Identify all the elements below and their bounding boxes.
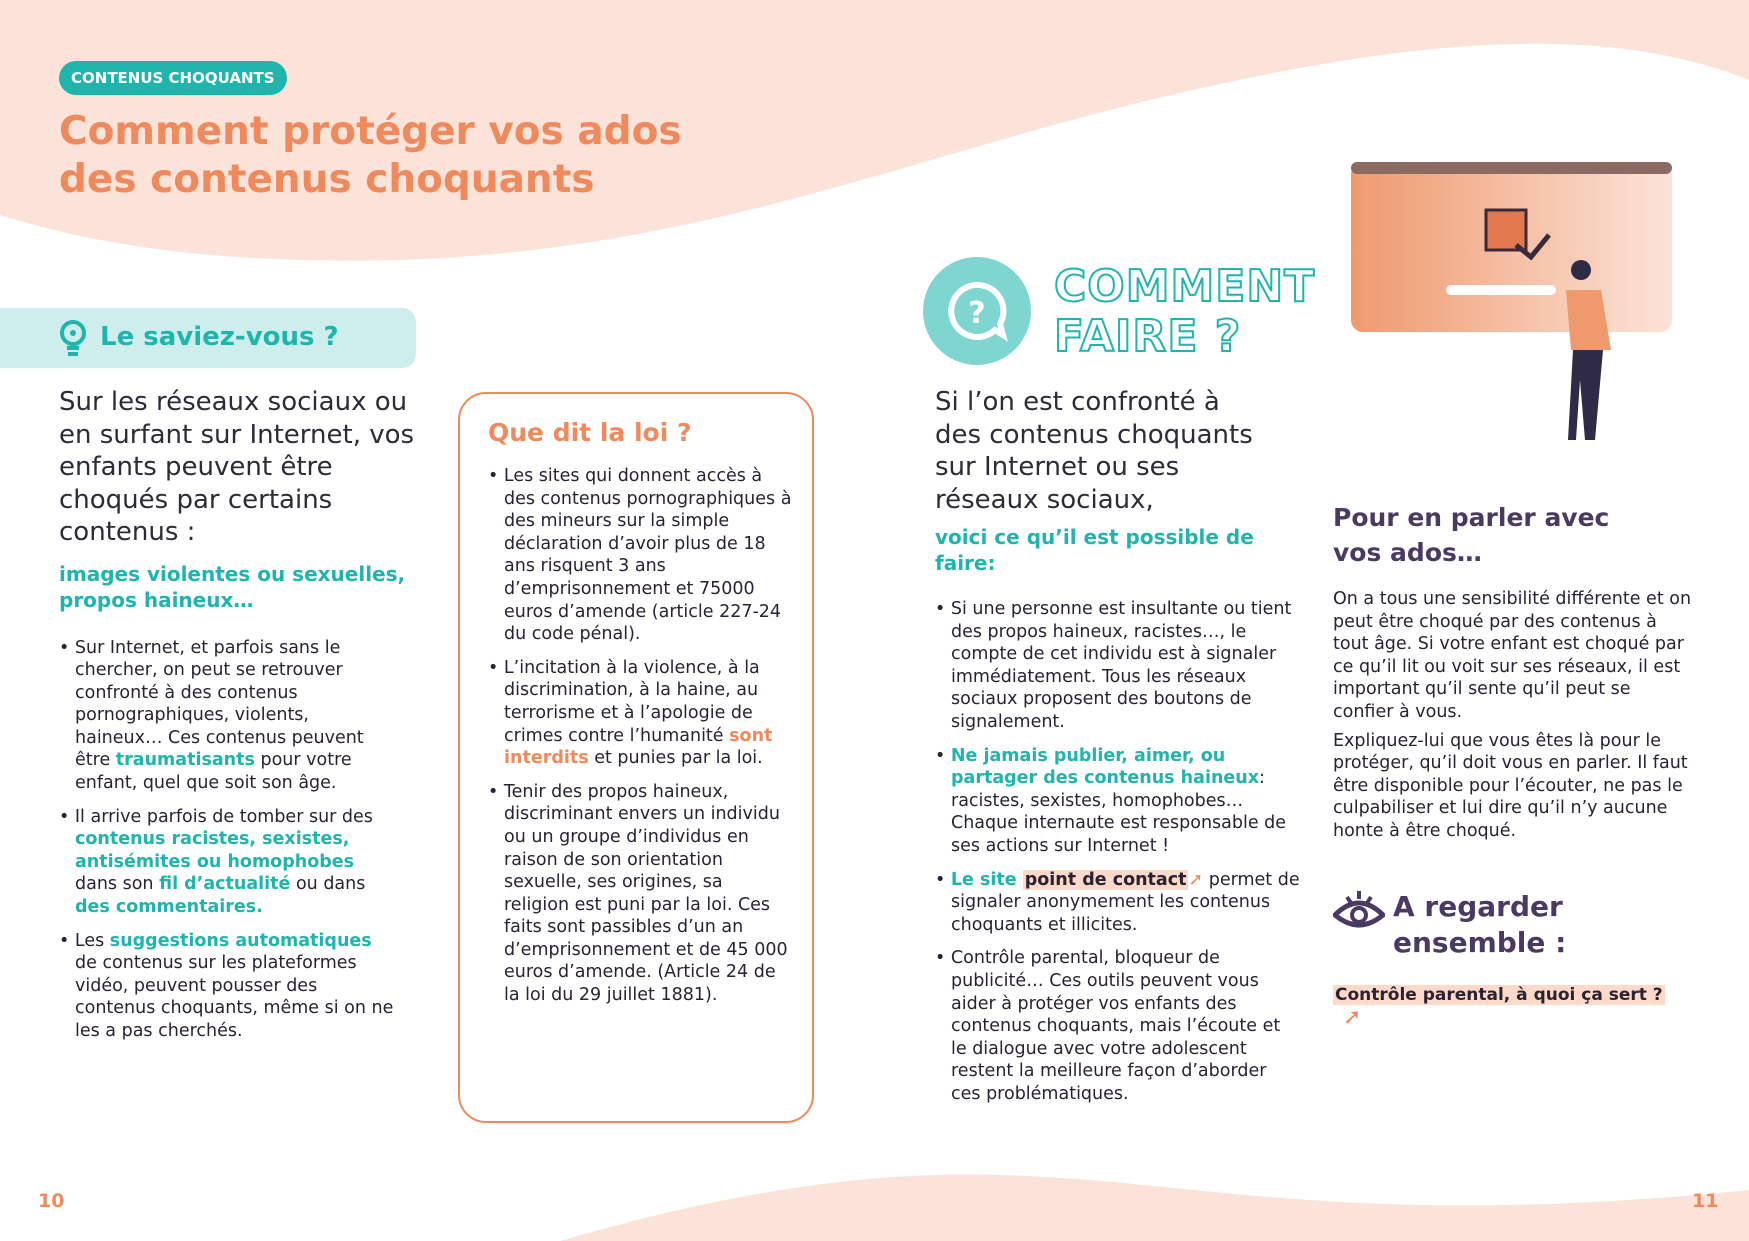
saviez-list: [59, 637, 399, 1043]
saviez-column: Sur les réseaux sociaux ou en surfant sur Internet, vos enfants peuvent être choqués par certains contenus : images violentes ou sexuelles, propos haineux… • Sur Internet, et parfois sans le chercher, on peut se retrouver confronté à des contenus pornographiques, violents, haineux… Ces contenus peuvent être traumatisants pour votre enfant, quel que soit son âge. • Il arrive parfois de tomber sur des contenus racistes, sexistes, antisémites ou homophobes dans son fil d’actualité ou dans des commentaires. • Les suggestions automatiques de contenus sur les plateformes vidéo, peuvent pousser des contenus choquants, même si on ne les a pas cherchés.: [59, 386, 419, 1054]
page-title: Comment protéger vos ados des contenus choquants: [59, 109, 682, 202]
list-item: • Ne jamais publier, aimer, ou partager des contenus haineux: racistes, sexistes, homophobes… Chaque internaute est responsable de ses actions sur Internet !: [935, 745, 1300, 858]
point-de-contact-link[interactable]: point de contact: [1024, 869, 1187, 890]
svg-text:?: ?: [968, 296, 986, 331]
law-box: [458, 392, 814, 1123]
illustration-person-login: [1351, 160, 1676, 450]
category-badge: CONTENUS CHOQUANTS: [59, 61, 287, 95]
list-item: • L’incitation à la violence, à la discrimination, à la haine, au terrorisme et à l’apologie de crimes contre l’humanité sont interdits et punies par la loi.: [488, 657, 792, 770]
question-bubble-icon: [923, 257, 1031, 365]
page-number-right: 11: [1692, 1190, 1719, 1212]
parler-column: Pour en parler avec vos ados… On a tous une sensibilité différente et on peut être choqué par des contenus à tout âge. Si votre enfant est choqué par ce qu’il lit ou voit sur ses réseaux, il est important qu’il sente qu’il peut se confier à vous. Expliquez-lui que vous êtes là pour le protéger, qu’il doit vous en parler. Il faut être disponible pour l’écouter, ne pas le culpabiliser et lui dire qu’il n’y aucune honte à être choqué. A regarder ensemble : Contrôle parental, à quoi ça sert ? ➚: [1333, 503, 1692, 1030]
page-number-left: 10: [38, 1190, 65, 1212]
saviez-vous-header: Le saviez-vous ?: [0, 308, 416, 368]
cursor-click-icon: ➚: [1188, 869, 1204, 890]
controle-parental-link[interactable]: Contrôle parental, à quoi ça sert ?: [1335, 984, 1663, 1005]
comment-column: Si l’on est confronté à des contenus choquants sur Internet ou ses réseaux sociaux, voici ce qu’il est possible de faire: • Si une personne est insultante ou tient des propos haineux, racistes…, le compte de cet individu est à signaler immédiatement. Tous les réseaux sociaux proposent des boutons de signalement. • Ne jamais publier, aimer, ou partager des contenus haineux: racistes, sexistes, homophobes… Chaque internaute est responsable de ses actions sur Internet ! • Le site point de contact ➚ permet de signaler anonymement les contenus choquants et illicites. • Contrôle parental, bloqueur de publicité… Ces outils peuvent vous aider à protéger vos enfants des contenus choquants, mais l’écoute et le dialogue avec votre adolescent restent la meilleure façon d’aborder ces problématiques.: [935, 386, 1300, 1116]
list-item: • Sur Internet, et parfois sans le chercher, on peut se retrouver confronté à des contenus pornographiques, violents, haineux… Ces contenus peuvent être traumatisants pour votre enfant, quel que soit son âge.: [59, 637, 399, 795]
list-item: • Les suggestions automatiques de contenus sur les plateformes vidéo, peuvent pousser des contenus choquants, même si on ne les a pas cherchés.: [59, 930, 399, 1043]
comment-faire-title: COMMENT FAIRE ?: [1054, 261, 1316, 362]
list-item: • Il arrive parfois de tomber sur des contenus racistes, sexistes, antisémites ou homophobes dans son fil d’actualité ou dans des commentaires.: [59, 806, 399, 919]
cursor-click-icon: ➚: [1343, 1004, 1362, 1030]
eye-icon: [1333, 889, 1385, 929]
lightbulb-icon: [58, 318, 88, 358]
list-item: • Contrôle parental, bloqueur de publicité… Ces outils peuvent vous aider à protéger vos enfants des contenus choquants, mais l’écoute et le dialogue avec votre adolescent restent la meilleure façon d’aborder ces problématiques.: [935, 947, 1300, 1105]
list-item: • Tenir des propos haineux, discriminant envers un individu ou un groupe d’individus en raison de son orientation sexuelle, ses origines, sa religion est puni par la loi. Ces faits sont passibles d’un an d’emprisonnement et de 45 000 euros d’amende. (Article 24 de la loi du 29 juillet 1881).: [488, 781, 792, 1007]
law-title: Que dit la loi ?: [488, 418, 692, 447]
list-item: • Le site point de contact ➚ permet de signaler anonymement les contenus choquants et illicites.: [935, 869, 1300, 937]
list-item: • Les sites qui donnent accès à des contenus pornographiques à des mineurs sur la simple déclaration d’avoir plus de 18 ans risquent 3 ans d’emprisonnement et 75000 euros d’amende (article 227-24 du code pénal).: [488, 465, 792, 646]
list-item: • Si une personne est insultante ou tient des propos haineux, racistes…, le compte de cet individu est à signaler immédiatement. Tous les réseaux sociaux proposent des boutons de signalement.: [935, 598, 1300, 734]
